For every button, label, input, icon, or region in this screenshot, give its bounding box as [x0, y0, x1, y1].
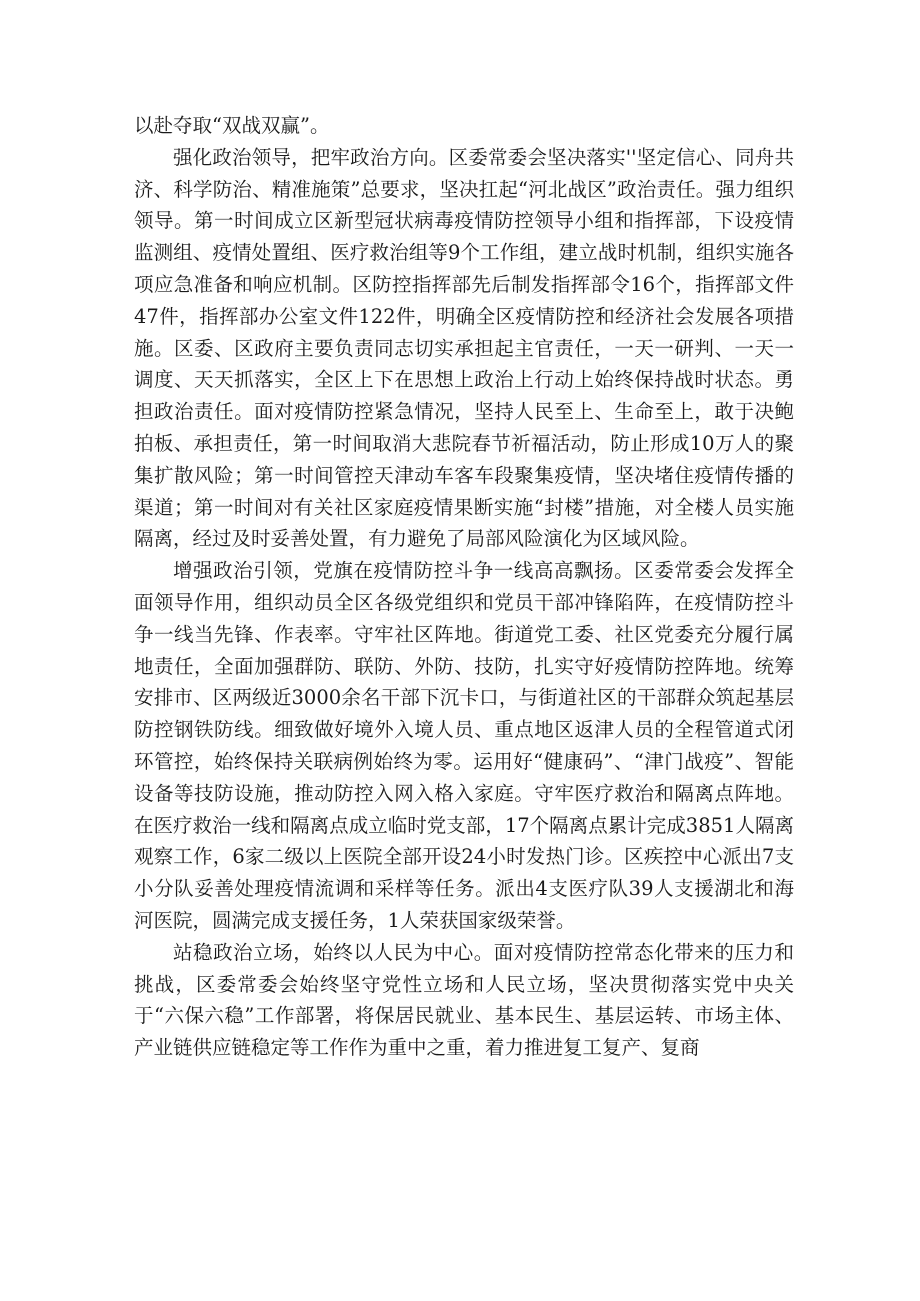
- paragraph-political-guidance: 增强政治引领，党旗在疫情防控斗争一线高高飘扬。区委常委会发挥全面领导作用，组织动员全区各级党组织和党员干部冲锋陷阵，在疫情防控斗争一线当先锋、作表率。守牢社区阵地。街道党工委、社区党委充分履行属地责任，全面加强群防、联防、外防、技防，扎实守好疫情防控阵地。统筹安排市、区两级近3000余名干部下沉卡口，与街道社区的干部群众筑起基层防控钢铁防线。细致做好境外入境人员、重点地区返津人员的全程管道式闭环管控，始终保持关联病例始终为零。运用好“健康码”、“津门战疫”、智能设备等技防设施，推动防控入网入格入家庭。守牢医疗救治和隔离点阵地。在医疗救治一线和隔离点成立临时党支部，17个隔离点累计完成3851人隔离观察工作，6家二级以上医院全部开设24小时发热门诊。区疾控中心派出7支小分队妥善处理疫情流调和采样等任务。派出4支医疗队39人支援湖北和海河医院，圆满完成支援任务，1人荣获国家级荣誉。: [134, 559, 794, 932]
- paragraph-political-stance: 站稳政治立场，始终以人民为中心。面对疫情防控常态化带来的压力和挑战，区委常委会始终坚守党性立场和人民立场，坚决贯彻落实党中央关于“六保六稳”工作部署，将保居民就业、基本民生、基层运转、市场主体、产业链供应链稳定等工作作为重中之重，着力推进复工复产、复商: [134, 940, 794, 1060]
- paragraph-political-leadership: 强化政治领导，把牢政治方向。区委常委会坚决落实''坚定信心、同舟共济、科学防治、精准施策”总要求，坚决扛起“河北战区”政治责任。强力组织领导。第一时间成立区新型冠状病毒疫情防控领导小组和指挥部，下设疫情监测组、疫情处置组、医疗救治组等9个工作组，建立战时机制，组织实施各项应急准备和响应机制。区防控指挥部先后制发指挥部令16个，指挥部文件47件，指挥部办公室文件122件，明确全区疫情防控和经济社会发展各项措施。区委、区政府主要负责同志切实承担起主官责任，一天一研判、一天一调度、天天抓落实，全区上下在思想上政治上行动上始终保持战时状态。勇担政治责任。面对疫情防控紧急情况，坚持人民至上、生命至上，敢于决鲍拍板、承担责任，第一时间取消大悲院春节祈福活动，防止形成10万人的聚集扩散风险；第一时间管控天津动车客车段聚集疫情，坚决堵住疫情传播的渠道；第一时间对有关社区家庭疫情果断实施“封楼”措施，对全楼人员实施隔离，经过及时妥善处置，有力避免了局部风险演化为区域风险。: [134, 145, 794, 551]
- document-body: [134, 110, 794, 1064]
- paragraph-continuation: 以赴夺取“双战双赢”。: [134, 114, 330, 137]
